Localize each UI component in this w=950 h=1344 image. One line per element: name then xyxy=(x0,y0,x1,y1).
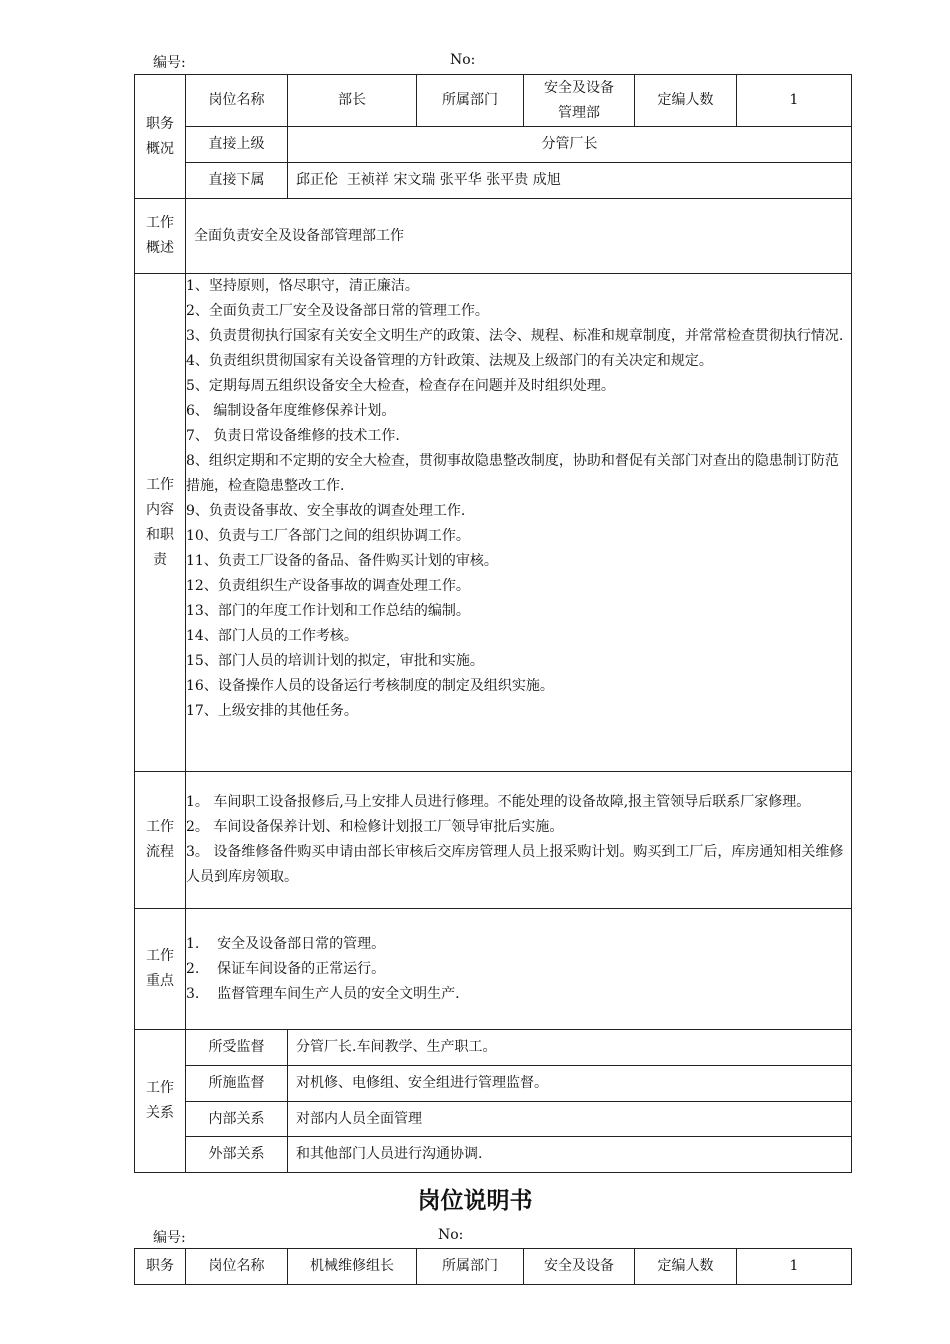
post-name-label-2: 岗位名称 xyxy=(186,1249,288,1285)
focus-list xyxy=(186,909,852,1030)
post-name-value: 部长 xyxy=(288,75,417,127)
subordinate-value: 邱正伦 王祯祥 宋文瑞 张平华 张平贵 成旭 xyxy=(288,163,852,199)
duty-item: 13、部门的年度工作计划和工作总结的编制。 xyxy=(186,603,470,619)
relation-label: 外部关系 xyxy=(186,1137,288,1173)
job-description-table xyxy=(134,74,852,1173)
duty-item: 7、 负责日常设备维修的技术工作. xyxy=(186,428,400,444)
process-list xyxy=(186,772,852,909)
duty-item: 14、部门人员的工作考核。 xyxy=(186,628,358,644)
superior-value: 分管厂长 xyxy=(288,127,852,163)
headcount-label-2: 定编人数 xyxy=(635,1249,737,1285)
relation-value: 和其他部门人员进行沟通协调. xyxy=(288,1137,852,1173)
duty-item: 16、设备操作人员的设备运行考核制度的制定及组织实施。 xyxy=(186,678,554,694)
duty-item: 11、负责工厂设备的备品、备件购买计划的审核。 xyxy=(186,553,498,569)
section-duties: 工作 内容 和职 责 xyxy=(135,274,186,772)
relation-value: 对机修、电修组、安全组进行管理监督。 xyxy=(288,1066,852,1102)
duties-list xyxy=(186,274,852,772)
dept-label-2: 所属部门 xyxy=(417,1249,524,1285)
relation-label: 所受监督 xyxy=(186,1030,288,1066)
page-title: 岗位说明书 xyxy=(417,1188,533,1214)
duty-item: 4、负责组织贯彻国家有关设备管理的方针政策、法规及上级部门的有关决定和规定。 xyxy=(186,353,713,369)
summary-text: 全面负责安全及设备部管理部工作 xyxy=(186,199,852,274)
subordinate-label: 直接下属 xyxy=(186,163,288,199)
headcount-value-2: 1 xyxy=(737,1249,852,1285)
duty-item: 2、全面负责工厂安全及设备部日常的管理工作。 xyxy=(186,303,489,319)
serial-label-2: 编号: xyxy=(153,1230,186,1246)
relation-label: 所施监督 xyxy=(186,1066,288,1102)
dept-value: 安全及设备 管理部 xyxy=(524,75,635,127)
section-summary: 工作 概述 xyxy=(135,199,186,274)
post-name-label: 岗位名称 xyxy=(186,75,288,127)
process-item: 2。 车间设备保养计划、和检修计划报工厂领导审批后实施。 xyxy=(186,819,564,835)
duty-item: 9、负责设备事故、安全事故的调查处理工作. xyxy=(186,503,466,519)
headcount-value: 1 xyxy=(737,75,852,127)
duty-item: 15、部门人员的培训计划的拟定，审批和实施。 xyxy=(186,653,484,669)
relation-value: 分管厂长.车间教学、生产职工。 xyxy=(288,1030,852,1066)
duty-item: 3、负责贯彻执行国家有关安全文明生产的政策、法令、规程、标准和规章制度，并常常检查贯彻执行情况. xyxy=(186,328,844,344)
process-item: 1。 车间职工设备报修后,马上安排人员进行修理。不能处理的设备故障,报主管领导后联系厂家修理。 xyxy=(186,794,811,810)
headcount-label: 定编人数 xyxy=(635,75,737,127)
section-process: 工作 流程 xyxy=(135,772,186,909)
duty-item: 10、负责与工厂各部门之间的组织协调工作。 xyxy=(186,528,470,544)
duty-item: 17、上级安排的其他任务。 xyxy=(186,703,358,719)
section-overview: 职务 概况 xyxy=(135,75,186,199)
serial-label: 编号: xyxy=(153,55,186,71)
focus-item: 2. 保证车间设备的正常运行。 xyxy=(186,960,386,977)
focus-item: 3. 监督管理车间生产人员的安全文明生产. xyxy=(186,985,460,1002)
section-relations: 工作 关系 xyxy=(135,1030,186,1173)
post-name-value-2: 机械维修组长 xyxy=(288,1249,417,1285)
duty-item: 6、 编制设备年度维修保养计划。 xyxy=(186,403,396,419)
job-description-table-2 xyxy=(134,1248,852,1285)
section-focus: 工作 重点 xyxy=(135,909,186,1030)
no-label-2: No: xyxy=(438,1227,464,1243)
dept-label: 所属部门 xyxy=(417,75,524,127)
superior-label: 直接上级 xyxy=(186,127,288,163)
focus-item: 1. 安全及设备部日常的管理。 xyxy=(186,935,386,952)
dept-value-2: 安全及设备 xyxy=(524,1249,635,1285)
relation-value: 对部内人员全面管理 xyxy=(288,1102,852,1137)
duty-item: 8、组织定期和不定期的安全大检查，贯彻事故隐患整改制度，协助和督促有关部门对查出的隐患制订防范措施，检查隐患整改工作. xyxy=(186,453,839,494)
process-item: 3。 设备维修备件购买申请由部长审核后交库房管理人员上报采购计划。购买到工厂后，库房通知相关维修人员到库房领取。 xyxy=(186,844,844,885)
duty-item: 5、定期每周五组织设备安全大检查，检查存在问题并及时组织处理。 xyxy=(186,378,615,394)
relation-label: 内部关系 xyxy=(186,1102,288,1137)
section-overview-2: 职务 xyxy=(135,1249,186,1285)
no-label: No: xyxy=(450,52,476,68)
duty-item: 1、坚持原则，恪尽职守，清正廉洁。 xyxy=(186,278,419,294)
duty-item: 12、负责组织生产设备事故的调查处理工作。 xyxy=(186,578,470,594)
